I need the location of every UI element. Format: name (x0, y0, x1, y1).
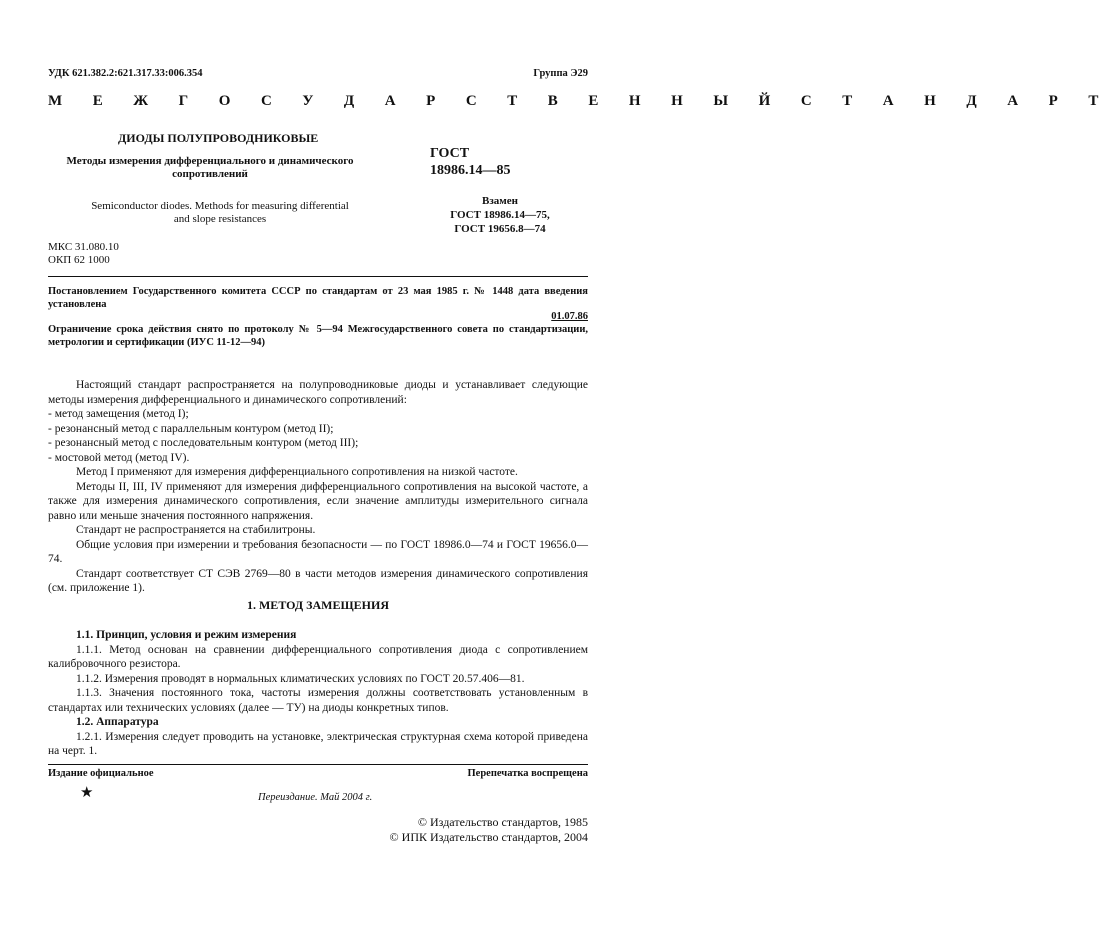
intro-paragraph: Методы II, III, IV применяют для измерения дифференциального сопротивления на высокой частоте, а также для измерения динамического сопротивления, если значение амплитуды измерительного сигнала равно или меньше значения постоянного напряжения. (48, 480, 588, 522)
copyright: © Издательство стандартов, 1985 © ИПК Издательство стандартов, 2004 (389, 815, 588, 844)
star-icon: ★ (80, 785, 94, 801)
effective-date: 01.07.86 (551, 311, 588, 322)
method-item: - метод замещения (метод I); (48, 408, 189, 420)
intro-paragraph: Настоящий стандарт распространяется на полупроводниковые диоды и устанавливает следующие методы измерения дифференциального и динамического сопротивлений: (48, 379, 588, 406)
document-subtitle: Методы измерения дифференциального и динамического сопротивлений (66, 155, 354, 180)
method-item: - резонансный метод с параллельным контуром (метод II); (48, 422, 334, 435)
method-item: - мостовой метод (метод IV). (48, 451, 190, 464)
subsection-heading: 1.2. Аппаратура (76, 716, 159, 728)
intro-paragraph: Общие условия при измерении и требования безопасности — по ГОСТ 18986.0—74 и ГОСТ 19656.0—74. (48, 538, 588, 565)
udk-code: УДК 621.382.2:621.317.33:006.354 (48, 68, 203, 79)
decree-text: Постановлением Государственного комитета СССР по стандартам от 23 мая 1985 г. № 1448 дата введения установлена (48, 286, 588, 310)
subsection-heading: 1.1. Принцип, условия и режим измерения (76, 629, 297, 641)
clause: 1.1.2. Измерения проводят в нормальных климатических условиях по ГОСТ 20.57.406—81. (76, 672, 525, 685)
clause: 1.1.3. Значения постоянного тока, частоты измерения должны соответствовать установленным в стандартах или технических условиях (далее — ТУ) на диоды конкретных типов. (48, 687, 588, 714)
replaced-standards: Взамен ГОСТ 18986.14—75, ГОСТ 19656.8—74 (450, 195, 550, 235)
divider (48, 276, 588, 277)
reprint-notice: Перепечатка воспрещена (467, 768, 588, 779)
classification-codes: МКС 31.080.10 ОКП 62 1000 (48, 241, 119, 266)
restriction-text: Ограничение срока действия снято по протоколу № 5—94 Межгосударственного совета по стандартизации, метрологии и сертификации (ИУС 11-12—94) (48, 324, 588, 348)
intro-paragraph: Метод I применяют для измерения дифференциального сопротивления на низкой частоте. (76, 466, 518, 478)
section-body (48, 628, 588, 759)
clause: 1.1.1. Метод основан на сравнении дифференциального сопротивления диода с сопротивлением калибровочного резистора. (48, 643, 588, 670)
intro-paragraph: Стандарт не распространяется на стабилитроны. (76, 524, 316, 536)
footer-divider (48, 764, 588, 765)
reissue-note: Переиздание. Май 2004 г. (258, 792, 373, 803)
official-edition: Издание официальное (48, 768, 154, 779)
gost-number: ГОСТ 18986.14—85 (430, 146, 511, 178)
document-title: ДИОДЫ ПОЛУПРОВОДНИКОВЫЕ (118, 131, 319, 145)
english-title: Semiconductor diodes. Methods for measuring differential and slope resistances (91, 200, 349, 225)
intro-section (48, 378, 588, 596)
section-title: 1. МЕТОД ЗАМЕЩЕНИЯ (246, 598, 389, 612)
intro-paragraph: Стандарт соответствует СТ СЭВ 2769—80 в части методов измерения динамического сопротивления (см. приложение 1). (48, 567, 588, 594)
standard-banner: М Е Ж Г О С У Д А Р С Т В Е Н Н Ы Й С Т А Н Д А Р Т (48, 93, 1112, 109)
clause: 1.2.1. Измерения следует проводить на установке, электрическая структурная схема которой приведена на черт. 1. (48, 730, 588, 757)
method-item: - резонансный метод с последовательным контуром (метод III); (48, 437, 359, 449)
group-code: Группа Э29 (533, 68, 588, 79)
